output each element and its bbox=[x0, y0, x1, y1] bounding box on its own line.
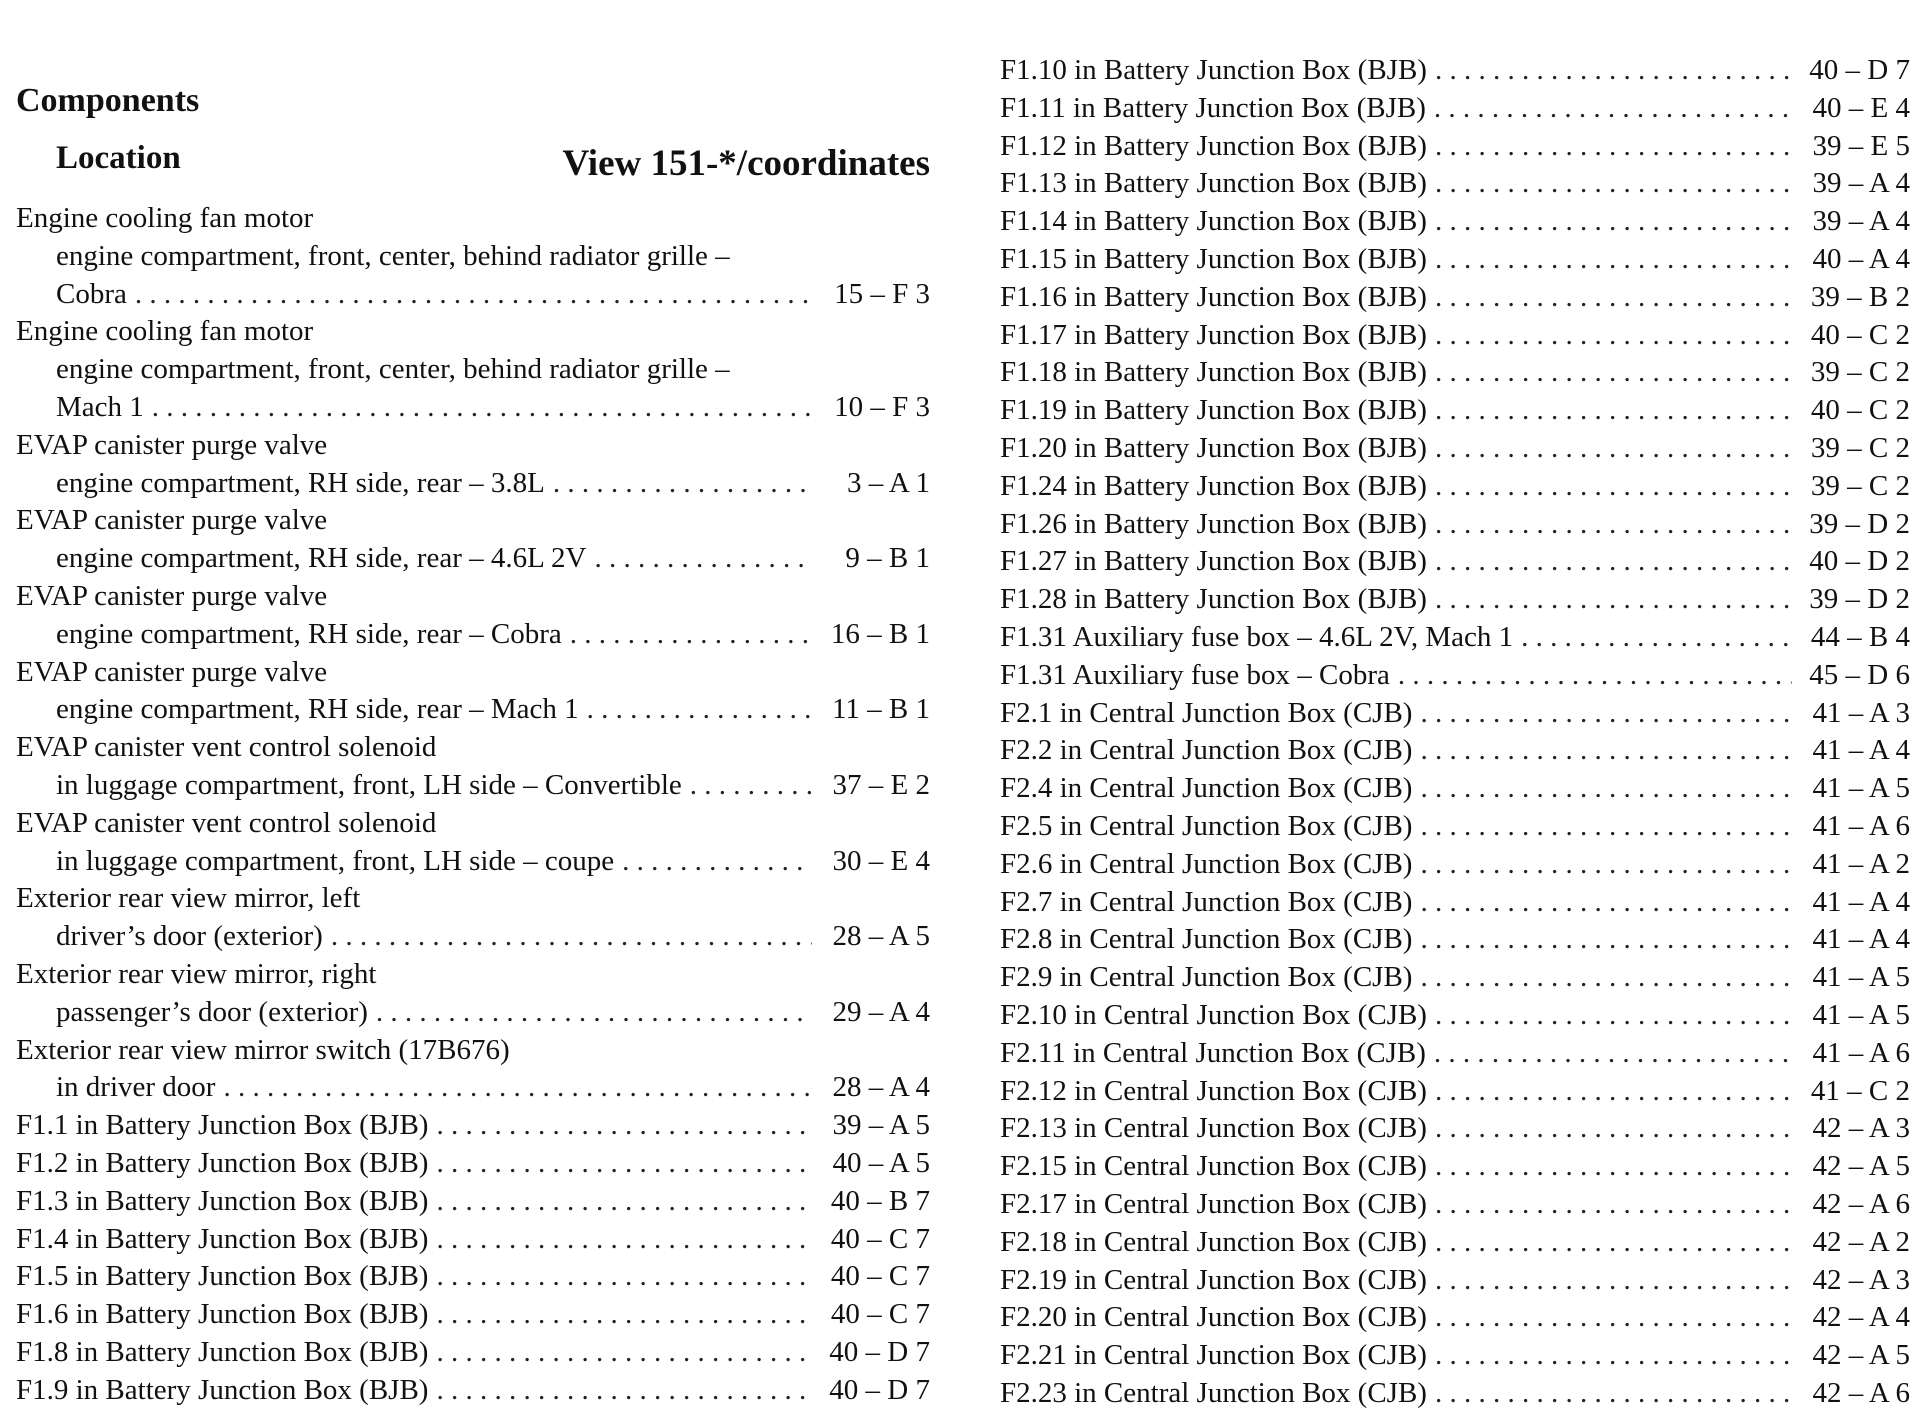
dot-leader bbox=[135, 276, 812, 314]
view-coordinate-ref: 16 – B 1 bbox=[830, 617, 930, 650]
entry-text: F1.8 in Battery Junction Box (BJB) bbox=[16, 1335, 429, 1368]
entry-text: F1.13 in Battery Junction Box (BJB) bbox=[1000, 167, 1427, 200]
view-coordinate-ref: 39 – E 5 bbox=[1812, 129, 1910, 162]
dot-leader bbox=[436, 1107, 812, 1145]
dot-leader bbox=[1435, 468, 1792, 506]
view-coordinate-ref: 40 – C 2 bbox=[1810, 394, 1910, 427]
dot-leader bbox=[1435, 430, 1792, 468]
list-item bbox=[16, 540, 930, 578]
entry-text: F2.20 in Central Junction Box (CJB) bbox=[1000, 1301, 1427, 1334]
list-item bbox=[16, 276, 930, 314]
entry-text: F1.14 in Battery Junction Box (BJB) bbox=[1000, 205, 1427, 238]
entry-text: Mach 1 bbox=[56, 390, 144, 423]
dot-leader bbox=[436, 1221, 812, 1259]
view-coordinate-ref: 40 – C 2 bbox=[1810, 318, 1910, 351]
list-item bbox=[1000, 1299, 1910, 1337]
dot-leader bbox=[436, 1334, 812, 1372]
list-item bbox=[16, 1334, 930, 1372]
entry-text: EVAP canister purge valve bbox=[16, 579, 328, 612]
entry-text: Cobra bbox=[56, 277, 127, 310]
view-coordinate-ref: 41 – A 6 bbox=[1812, 1036, 1910, 1069]
dot-leader bbox=[1435, 203, 1792, 241]
dot-leader bbox=[1434, 1035, 1792, 1073]
entry-text: F2.11 in Central Junction Box (CJB) bbox=[1000, 1036, 1426, 1069]
view-coordinate-ref: 40 – B 7 bbox=[830, 1184, 930, 1217]
view-coordinate-ref: 10 – F 3 bbox=[834, 390, 930, 423]
list-item bbox=[16, 1183, 930, 1221]
list-item bbox=[1000, 165, 1910, 203]
view-coordinate-ref: 30 – E 4 bbox=[832, 844, 930, 877]
list-item bbox=[1000, 619, 1910, 657]
entry-text: F1.24 in Battery Junction Box (BJB) bbox=[1000, 469, 1427, 502]
dot-leader bbox=[1420, 884, 1792, 922]
list-item bbox=[1000, 52, 1910, 90]
view-coordinate-ref: 39 – D 2 bbox=[1809, 583, 1910, 616]
list-item-heading bbox=[16, 880, 930, 918]
entry-text: driver’s door (exterior) bbox=[56, 920, 323, 953]
entry-text: F2.12 in Central Junction Box (CJB) bbox=[1000, 1074, 1427, 1107]
entry-text: F1.19 in Battery Junction Box (BJB) bbox=[1000, 394, 1427, 427]
dot-leader bbox=[1435, 506, 1792, 544]
list-item bbox=[1000, 884, 1910, 922]
list-item bbox=[1000, 846, 1910, 884]
entry-text: F1.26 in Battery Junction Box (BJB) bbox=[1000, 507, 1427, 540]
entry-text: engine compartment, RH side, rear – Cobra bbox=[56, 617, 562, 650]
dot-leader bbox=[1420, 808, 1792, 846]
dot-leader bbox=[553, 465, 812, 503]
right-component-list bbox=[1000, 52, 1910, 1413]
location-column-heading: Location bbox=[56, 140, 181, 176]
list-item-heading bbox=[16, 654, 930, 692]
list-item-heading bbox=[16, 956, 930, 994]
list-item bbox=[1000, 732, 1910, 770]
entry-text: F1.12 in Battery Junction Box (BJB) bbox=[1000, 129, 1427, 162]
list-item bbox=[1000, 657, 1910, 695]
dot-leader bbox=[1435, 1337, 1792, 1375]
list-item bbox=[1000, 317, 1910, 355]
list-item bbox=[1000, 543, 1910, 581]
entry-text: F1.16 in Battery Junction Box (BJB) bbox=[1000, 280, 1427, 313]
list-item bbox=[1000, 430, 1910, 468]
entry-text: Engine cooling fan motor bbox=[16, 315, 314, 348]
list-item bbox=[16, 1296, 930, 1334]
list-item bbox=[1000, 1035, 1910, 1073]
entry-text: EVAP canister purge valve bbox=[16, 655, 328, 688]
view-coordinates-column-heading: View 151-*/coordinates bbox=[562, 143, 930, 184]
dot-leader bbox=[570, 616, 812, 654]
entry-text: EVAP canister vent control solenoid bbox=[16, 806, 437, 839]
entry-text: F2.2 in Central Junction Box (CJB) bbox=[1000, 734, 1413, 767]
dot-leader bbox=[587, 691, 812, 729]
entry-text: EVAP canister purge valve bbox=[16, 428, 328, 461]
view-coordinate-ref: 39 – C 2 bbox=[1810, 356, 1910, 389]
list-item bbox=[1000, 695, 1910, 733]
list-item bbox=[16, 918, 930, 956]
entry-text: engine compartment, RH side, rear – 3.8L bbox=[56, 466, 545, 499]
entry-text: in luggage compartment, front, LH side – Convertible bbox=[56, 768, 682, 801]
view-coordinate-ref: 42 – A 5 bbox=[1812, 1150, 1910, 1183]
list-item bbox=[1000, 997, 1910, 1035]
dot-leader bbox=[1420, 770, 1792, 808]
dot-leader bbox=[1435, 317, 1792, 355]
dot-leader bbox=[1420, 695, 1792, 733]
view-coordinate-ref: 41 – A 4 bbox=[1812, 923, 1910, 956]
entry-text: F1.28 in Battery Junction Box (BJB) bbox=[1000, 583, 1427, 616]
view-coordinate-ref: 42 – A 3 bbox=[1812, 1112, 1910, 1145]
list-item bbox=[16, 616, 930, 654]
entry-text: Engine cooling fan motor bbox=[16, 202, 314, 234]
view-coordinate-ref: 28 – A 5 bbox=[832, 920, 930, 953]
dot-leader bbox=[1420, 846, 1792, 884]
list-item bbox=[1000, 354, 1910, 392]
view-coordinate-ref: 42 – A 5 bbox=[1812, 1339, 1910, 1372]
view-coordinate-ref: 41 – A 4 bbox=[1812, 734, 1910, 767]
view-coordinate-ref: 42 – A 4 bbox=[1812, 1301, 1910, 1334]
list-item bbox=[1000, 770, 1910, 808]
dot-leader bbox=[1435, 581, 1792, 619]
entry-text: Exterior rear view mirror switch (17B676) bbox=[16, 1033, 510, 1066]
list-item-heading bbox=[16, 313, 930, 351]
dot-leader bbox=[1435, 1262, 1792, 1300]
entry-text: F2.17 in Central Junction Box (CJB) bbox=[1000, 1187, 1427, 1220]
list-item bbox=[16, 1221, 930, 1259]
list-item bbox=[1000, 279, 1910, 317]
list-item bbox=[1000, 581, 1910, 619]
dot-leader bbox=[376, 994, 812, 1032]
list-item bbox=[1000, 959, 1910, 997]
list-item bbox=[1000, 203, 1910, 241]
entry-text: F1.27 in Battery Junction Box (BJB) bbox=[1000, 545, 1427, 578]
list-item bbox=[16, 1145, 930, 1183]
list-item bbox=[16, 843, 930, 881]
entry-text: passenger’s door (exterior) bbox=[56, 995, 368, 1028]
list-item-heading bbox=[16, 351, 930, 389]
entry-text: F2.21 in Central Junction Box (CJB) bbox=[1000, 1339, 1427, 1372]
list-item bbox=[1000, 128, 1910, 166]
entry-text: F1.1 in Battery Junction Box (BJB) bbox=[16, 1109, 429, 1142]
dot-leader bbox=[1435, 1148, 1792, 1186]
view-coordinate-ref: 41 – A 5 bbox=[1812, 961, 1910, 994]
view-coordinate-ref: 44 – B 4 bbox=[1810, 620, 1910, 653]
view-coordinate-ref: 40 – A 5 bbox=[832, 1146, 930, 1179]
list-item-heading bbox=[16, 805, 930, 843]
dot-leader bbox=[1435, 1224, 1792, 1262]
entry-text: F2.7 in Central Junction Box (CJB) bbox=[1000, 885, 1413, 918]
entry-text: in driver door bbox=[56, 1071, 216, 1104]
entry-text: engine compartment, RH side, rear – 4.6L 2V bbox=[56, 542, 587, 575]
view-coordinate-ref: 39 – A 4 bbox=[1812, 167, 1910, 200]
entry-text: F2.4 in Central Junction Box (CJB) bbox=[1000, 772, 1413, 805]
list-item-heading bbox=[16, 238, 930, 276]
view-coordinate-ref: 3 – A 1 bbox=[847, 466, 930, 499]
view-coordinate-ref: 29 – A 4 bbox=[832, 995, 930, 1028]
dot-leader bbox=[223, 1069, 812, 1107]
entry-text: engine compartment, RH side, rear – Mach 1 bbox=[56, 693, 579, 726]
list-item-heading bbox=[16, 502, 930, 540]
list-item bbox=[1000, 1148, 1910, 1186]
view-coordinate-ref: 41 – A 6 bbox=[1812, 809, 1910, 842]
dot-leader bbox=[1521, 619, 1792, 657]
entry-text: F1.20 in Battery Junction Box (BJB) bbox=[1000, 431, 1427, 464]
section-title: Components bbox=[16, 82, 200, 119]
entry-text: EVAP canister purge valve bbox=[16, 504, 328, 537]
view-coordinate-ref: 40 – C 7 bbox=[830, 1260, 930, 1293]
dot-leader bbox=[690, 767, 812, 805]
list-item bbox=[1000, 1375, 1910, 1413]
dot-leader bbox=[1435, 241, 1792, 279]
dot-leader bbox=[1435, 1110, 1792, 1148]
view-coordinate-ref: 11 – B 1 bbox=[831, 693, 930, 726]
dot-leader bbox=[1435, 1375, 1792, 1413]
view-coordinate-ref: 41 – A 5 bbox=[1812, 998, 1910, 1031]
entry-text: Exterior rear view mirror, right bbox=[16, 957, 377, 990]
entry-text: F2.15 in Central Junction Box (CJB) bbox=[1000, 1150, 1427, 1183]
view-coordinate-ref: 28 – A 4 bbox=[832, 1071, 930, 1104]
entry-text: F2.18 in Central Junction Box (CJB) bbox=[1000, 1225, 1427, 1258]
view-coordinate-ref: 40 – E 4 bbox=[1812, 91, 1910, 124]
entry-text: F1.18 in Battery Junction Box (BJB) bbox=[1000, 356, 1427, 389]
list-item bbox=[1000, 1073, 1910, 1111]
entry-text: F2.23 in Central Junction Box (CJB) bbox=[1000, 1376, 1427, 1409]
view-coordinate-ref: 41 – A 2 bbox=[1812, 847, 1910, 880]
dot-leader bbox=[1420, 959, 1792, 997]
list-item bbox=[16, 389, 930, 427]
entry-text: F1.10 in Battery Junction Box (BJB) bbox=[1000, 54, 1427, 86]
list-item bbox=[16, 1258, 930, 1296]
list-item bbox=[16, 1372, 930, 1410]
list-item-heading bbox=[16, 427, 930, 465]
view-coordinate-ref: 42 – A 2 bbox=[1812, 1225, 1910, 1258]
view-coordinate-ref: 39 – A 4 bbox=[1812, 205, 1910, 238]
entry-text: F2.19 in Central Junction Box (CJB) bbox=[1000, 1263, 1427, 1296]
view-coordinate-ref: 40 – C 7 bbox=[830, 1298, 930, 1331]
entry-text: F2.9 in Central Junction Box (CJB) bbox=[1000, 961, 1413, 994]
entry-text: F2.1 in Central Junction Box (CJB) bbox=[1000, 696, 1413, 729]
entry-text: engine compartment, front, center, behind radiator grille – bbox=[56, 239, 730, 272]
list-item bbox=[1000, 90, 1910, 128]
view-coordinate-ref: 41 – C 2 bbox=[1810, 1074, 1910, 1107]
dot-leader bbox=[436, 1296, 812, 1334]
dot-leader bbox=[1435, 1186, 1792, 1224]
entry-text: F1.3 in Battery Junction Box (BJB) bbox=[16, 1184, 429, 1217]
view-coordinate-ref: 15 – F 3 bbox=[834, 277, 930, 310]
entry-text: F1.5 in Battery Junction Box (BJB) bbox=[16, 1260, 429, 1293]
entry-text: F1.31 Auxiliary fuse box – Cobra bbox=[1000, 658, 1390, 691]
list-item bbox=[16, 691, 930, 729]
dot-leader bbox=[1435, 997, 1792, 1035]
dot-leader bbox=[1435, 392, 1792, 430]
list-item bbox=[16, 465, 930, 503]
view-coordinate-ref: 9 – B 1 bbox=[845, 542, 930, 575]
entry-text: F1.31 Auxiliary fuse box – 4.6L 2V, Mach 1 bbox=[1000, 620, 1514, 653]
list-item bbox=[1000, 392, 1910, 430]
entry-text: F1.4 in Battery Junction Box (BJB) bbox=[16, 1222, 429, 1255]
entry-text: F2.13 in Central Junction Box (CJB) bbox=[1000, 1112, 1427, 1145]
entry-text: F1.11 in Battery Junction Box (BJB) bbox=[1000, 91, 1426, 124]
left-component-list bbox=[16, 200, 930, 1410]
entry-text: F1.15 in Battery Junction Box (BJB) bbox=[1000, 242, 1427, 275]
list-item bbox=[16, 767, 930, 805]
entry-text: F2.5 in Central Junction Box (CJB) bbox=[1000, 809, 1413, 842]
dot-leader bbox=[594, 540, 812, 578]
list-item bbox=[1000, 1262, 1910, 1300]
dot-leader bbox=[436, 1258, 812, 1296]
dot-leader bbox=[1435, 1299, 1792, 1337]
list-item bbox=[1000, 1110, 1910, 1148]
view-coordinate-ref: 41 – A 4 bbox=[1812, 885, 1910, 918]
view-coordinate-ref: 39 – D 2 bbox=[1809, 507, 1910, 540]
entry-text: F1.17 in Battery Junction Box (BJB) bbox=[1000, 318, 1427, 351]
dot-leader bbox=[1435, 279, 1792, 317]
list-item bbox=[1000, 808, 1910, 846]
list-item bbox=[1000, 1337, 1910, 1375]
entry-text: F1.2 in Battery Junction Box (BJB) bbox=[16, 1146, 429, 1179]
list-item bbox=[16, 1069, 930, 1107]
view-coordinate-ref: 42 – A 3 bbox=[1812, 1263, 1910, 1296]
view-coordinate-ref: 39 – A 5 bbox=[832, 1109, 930, 1142]
dot-leader bbox=[1435, 165, 1792, 203]
view-coordinate-ref: 40 – D 7 bbox=[829, 1373, 930, 1406]
dot-leader bbox=[1420, 732, 1792, 770]
dot-leader bbox=[1435, 354, 1792, 392]
entry-text: Exterior rear view mirror, left bbox=[16, 882, 361, 915]
view-coordinate-ref: 41 – A 5 bbox=[1812, 772, 1910, 805]
view-coordinate-ref: 42 – A 6 bbox=[1812, 1376, 1910, 1409]
view-coordinate-ref: 40 – C 7 bbox=[830, 1222, 930, 1255]
view-coordinate-ref: 41 – A 3 bbox=[1812, 696, 1910, 729]
entry-text: F2.6 in Central Junction Box (CJB) bbox=[1000, 847, 1413, 880]
list-item bbox=[1000, 506, 1910, 544]
list-item bbox=[1000, 1224, 1910, 1262]
dot-leader bbox=[436, 1145, 812, 1183]
list-item bbox=[1000, 468, 1910, 506]
entry-text: EVAP canister vent control solenoid bbox=[16, 731, 437, 764]
dot-leader bbox=[1434, 90, 1792, 128]
view-coordinate-ref: 40 – D 7 bbox=[829, 1335, 930, 1368]
view-coordinate-ref: 39 – B 2 bbox=[1810, 280, 1910, 313]
entry-text: F1.9 in Battery Junction Box (BJB) bbox=[16, 1373, 429, 1406]
dot-leader bbox=[436, 1372, 812, 1410]
list-item bbox=[1000, 921, 1910, 959]
dot-leader bbox=[1435, 1073, 1792, 1111]
entry-text: in luggage compartment, front, LH side – coupe bbox=[56, 844, 615, 877]
list-item bbox=[1000, 1186, 1910, 1224]
view-coordinate-ref: 39 – C 2 bbox=[1810, 431, 1910, 464]
entry-text: F1.6 in Battery Junction Box (BJB) bbox=[16, 1298, 429, 1331]
view-coordinate-ref: 42 – A 6 bbox=[1812, 1187, 1910, 1220]
view-coordinate-ref: 40 – D 2 bbox=[1809, 545, 1910, 578]
entry-text: engine compartment, front, center, behind radiator grille – bbox=[56, 353, 730, 386]
dot-leader bbox=[1435, 128, 1792, 166]
list-item-heading bbox=[16, 578, 930, 616]
view-coordinate-ref: 40 – D 7 bbox=[1809, 54, 1910, 86]
dot-leader bbox=[1420, 921, 1792, 959]
list-item-heading bbox=[16, 200, 930, 238]
list-item-heading bbox=[16, 1032, 930, 1070]
entry-text: F2.8 in Central Junction Box (CJB) bbox=[1000, 923, 1413, 956]
list-item-heading bbox=[16, 729, 930, 767]
view-coordinate-ref: 40 – A 4 bbox=[1812, 242, 1910, 275]
view-coordinate-ref: 39 – C 2 bbox=[1810, 469, 1910, 502]
dot-leader bbox=[152, 389, 812, 427]
dot-leader bbox=[1435, 543, 1792, 581]
dot-leader bbox=[331, 918, 812, 956]
dot-leader bbox=[1435, 52, 1792, 90]
list-item bbox=[1000, 241, 1910, 279]
list-item bbox=[16, 994, 930, 1032]
dot-leader bbox=[436, 1183, 812, 1221]
dot-leader bbox=[1398, 657, 1792, 695]
view-coordinate-ref: 37 – E 2 bbox=[832, 768, 930, 801]
dot-leader bbox=[622, 843, 812, 881]
list-item bbox=[16, 1107, 930, 1145]
view-coordinate-ref: 45 – D 6 bbox=[1809, 658, 1910, 691]
entry-text: F2.10 in Central Junction Box (CJB) bbox=[1000, 998, 1427, 1031]
